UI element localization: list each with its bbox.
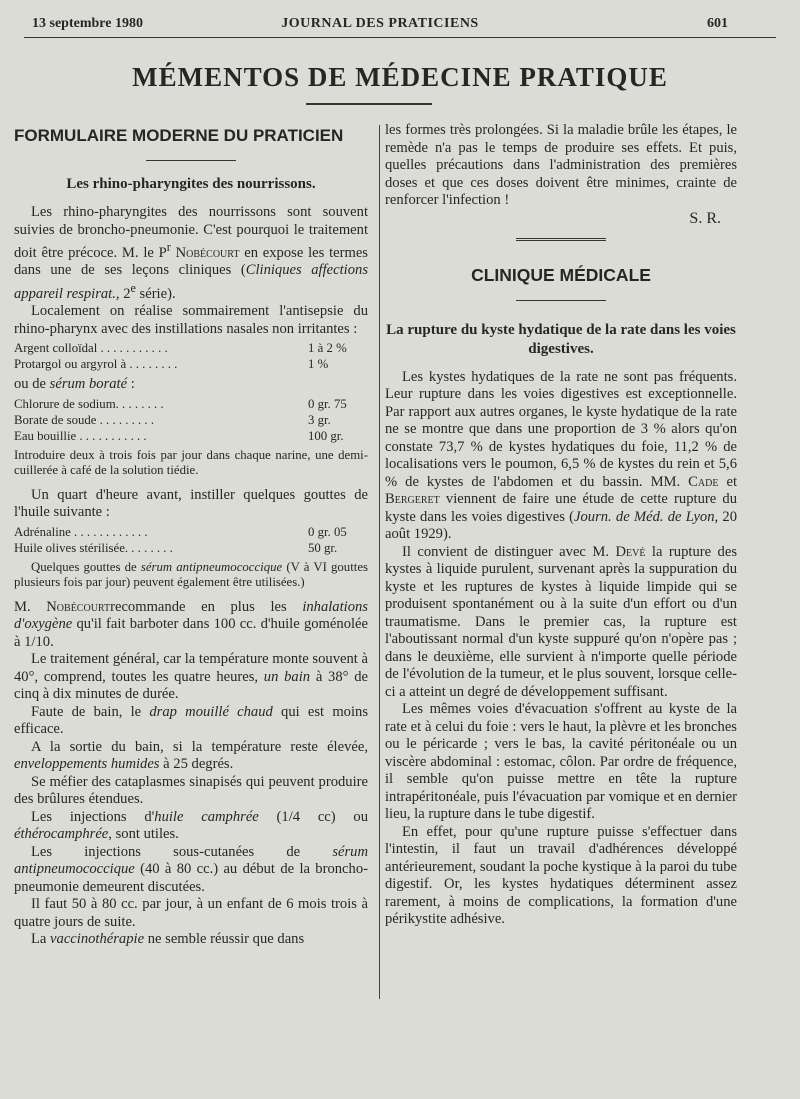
paragraph: En effet, pour qu'une rupture puisse s'effectuer dans l'intestin, il faut un travail d'adhérences développé antérieurement, soudant la poche kystique à la paroi du tube digestif. Or, les kystes hydatiques déterminent assez rarement, à moins de complications, la formation d'une périkystite adhésive. xyxy=(385,823,737,927)
paragraph: Localement on réalise sommairement l'antisepsie du rhino-pharynx avec des instillations nasales non irritantes : xyxy=(14,303,368,337)
author-name: Devé xyxy=(615,543,646,560)
header-rule xyxy=(24,37,776,38)
paragraph: Le traitement général, car la température monte souvent à 40°, comprend, toutes les quatre heures, un bain à 38° de cinq à dix minutes de durée. xyxy=(14,651,368,703)
column-divider xyxy=(379,125,380,999)
paragraph-continued: les formes très prolongées. Si la maladie brûle les étapes, le remède n'a pas le temps de produire ses effets. Et puis, quelles précautions dans l'administration des premières doses et que ces doses doivent être minimes, crainte de renforcer l'infection ! xyxy=(385,122,737,208)
article-subtitle: La rupture du kyste hydatique de la rate dans les voies digestives. xyxy=(386,321,736,357)
running-header xyxy=(32,14,728,36)
prescription-line: Borate de soude . . . . . . . . . 3 gr. xyxy=(14,412,331,427)
section-heading-clinique: CLINIQUE MÉDICALE xyxy=(471,264,651,285)
right-column xyxy=(385,118,737,929)
prescription-block xyxy=(14,524,368,556)
prescription-line: Chlorure de sodium. . . . . . . . 0 gr. 75 xyxy=(14,396,347,411)
paragraph: M. Nobécourtrecommande en plus les inhalations d'oxygène qu'il fait barboter dans 100 cc. d'huile goménolée à 1/10. xyxy=(14,598,368,650)
paragraph: A la sortie du bain, si la température reste élevée, enveloppements humides à 25 degrés. xyxy=(14,738,368,773)
author-name: Cade xyxy=(688,473,719,490)
article-subtitle: Les rhino-pharyngites des nourrissons. xyxy=(66,176,316,192)
section-rule xyxy=(146,160,236,161)
paragraph: Il faut 50 à 80 cc. par jour, à un enfant de 6 mois trois à quatre jours de suite. xyxy=(14,896,368,930)
section-heading-formulaire: FORMULAIRE MODERNE DU PRATICIEN xyxy=(14,126,344,145)
prescription-note: Quelques gouttes de sérum antipneumococcique (V à VI gouttes plusieurs fois par jour) peuvent également être utilisées.) xyxy=(14,559,368,590)
prescription-block xyxy=(14,396,368,444)
section-separator xyxy=(516,238,606,241)
paragraph: Se méfier des cataplasmes sinapisés qui peuvent produire des brûlures étendues. xyxy=(14,773,368,808)
prescription-line: Protargol ou argyrol à . . . . . . . . 1 % xyxy=(14,357,329,372)
paragraph: La vaccinothérapie ne semble réussir que dans xyxy=(31,931,305,948)
title-rule xyxy=(306,103,432,105)
author-name: Nobécourt xyxy=(175,244,240,261)
author-name: Bergeret xyxy=(385,491,440,507)
left-column xyxy=(14,118,368,949)
prescription-note: Introduire deux à trois fois par jour dans chaque narine, une demi-cuillerée à café de la solution tiédie. xyxy=(14,447,368,478)
prescription-line: Adrénaline . . . . . . . . . . . . 0 gr. 05 xyxy=(14,524,347,539)
prescription-line: Huile olives stérilisée. . . . . . . . 50 gr. xyxy=(14,540,338,555)
paragraph: Les mêmes voies d'évacuation s'offrent au kyste de la rate et à celui du foie : vers le haut, la plèvre et les bronches ou le péricarde ; vers le bas, la cavité péritonéale ou un viscère abdominal : estomac, côlon. Par ordre de fréquence, il semble qu'on puisse mettre en tête la rupture intrapéritonéale, puis l'évacuation par vomique et en dernier lieu, la rupture dans le tube digestif. xyxy=(385,701,737,822)
main-title: MÉMENTOS DE MÉDECINE PRATIQUE xyxy=(132,62,668,92)
header-page-number: 601 xyxy=(707,16,728,31)
paragraph: Les kystes hydatiques de la rate ne sont pas fréquents. Leur rupture dans les voies digestives est exceptionnelle. Par rapport aux autres organes, le kyste hydatique de la rate ne se montre que dans une proportion de 3 % alors qu'on constate 73,7 % de kystes hydatiques du foie, 11,2 % de localisations vers le poumon, 6,5 % de kystes du rein et 5,6 % de kystes de l'abdomen et du bassin. MM. Cade et Bergeret viennent de faire une étude de cette rupture du kyste dans les voies digestives (Journ. de Méd. de Lyon, 20 août 1929). xyxy=(385,368,738,542)
author-name: Nobécourt xyxy=(46,598,111,615)
signature-line xyxy=(385,210,737,228)
signature: S. R. xyxy=(689,209,721,227)
paragraph: Un quart d'heure avant, instiller quelques gouttes de l'huile suivante : xyxy=(14,486,368,521)
paragraph: Les injections d'huile camphrée (1/4 cc) ou éthérocamphrée, sont utiles. xyxy=(14,808,368,843)
prescription-line: Argent colloïdal . . . . . . . . . . . 1 à 2 % xyxy=(14,341,347,356)
paragraph: Faute de bain, le drap mouillé chaud qui est moins efficace. xyxy=(14,703,369,738)
paragraph: Les injections sous-cutanées de sérum antipneumococcique (40 à 80 cc.) au début de la broncho-pneumonie demeurent discutées. xyxy=(14,843,368,895)
header-date: 13 septembre 1980 xyxy=(32,16,143,31)
prescription-block xyxy=(14,340,368,372)
section-rule xyxy=(516,300,606,301)
paragraph: ou de sérum boraté : xyxy=(14,376,135,393)
prescription-line: Eau bouillie . . . . . . . . . . . 100 gr. xyxy=(14,428,344,443)
header-journal: JOURNAL DES PRATICIENS xyxy=(281,16,479,31)
paragraph: Il convient de distinguer avec M. Devé la rupture des kystes à liquide purulent, survenant après la suppuration du kyste et les ruptures de kystes à liquide limpide qui se produisent spontanément ou à la suite d'un effort ou d'un traumatisme. Dans le premier cas, la rupture est l'aboutissant normal d'un kyste suppuré qu'on n'opère pas ; dans le deuxième, elle survient à n'importe quelle période de l'évolution de la tumeur, et le plus souvent, lorsque celle-ci a atteint un degré de développement suffisant. xyxy=(385,543,738,700)
paragraph: Les rhino-pharyngites des nourrissons sont souvent suivies de broncho-pneumonie. C'est pourquoi le traitement doit être précoce. M. le $P^r$ Nobécourt en expose les termes dans une de ses leçons cliniques (Cliniques affections appareil respirat., 2e série). xyxy=(14,204,368,302)
